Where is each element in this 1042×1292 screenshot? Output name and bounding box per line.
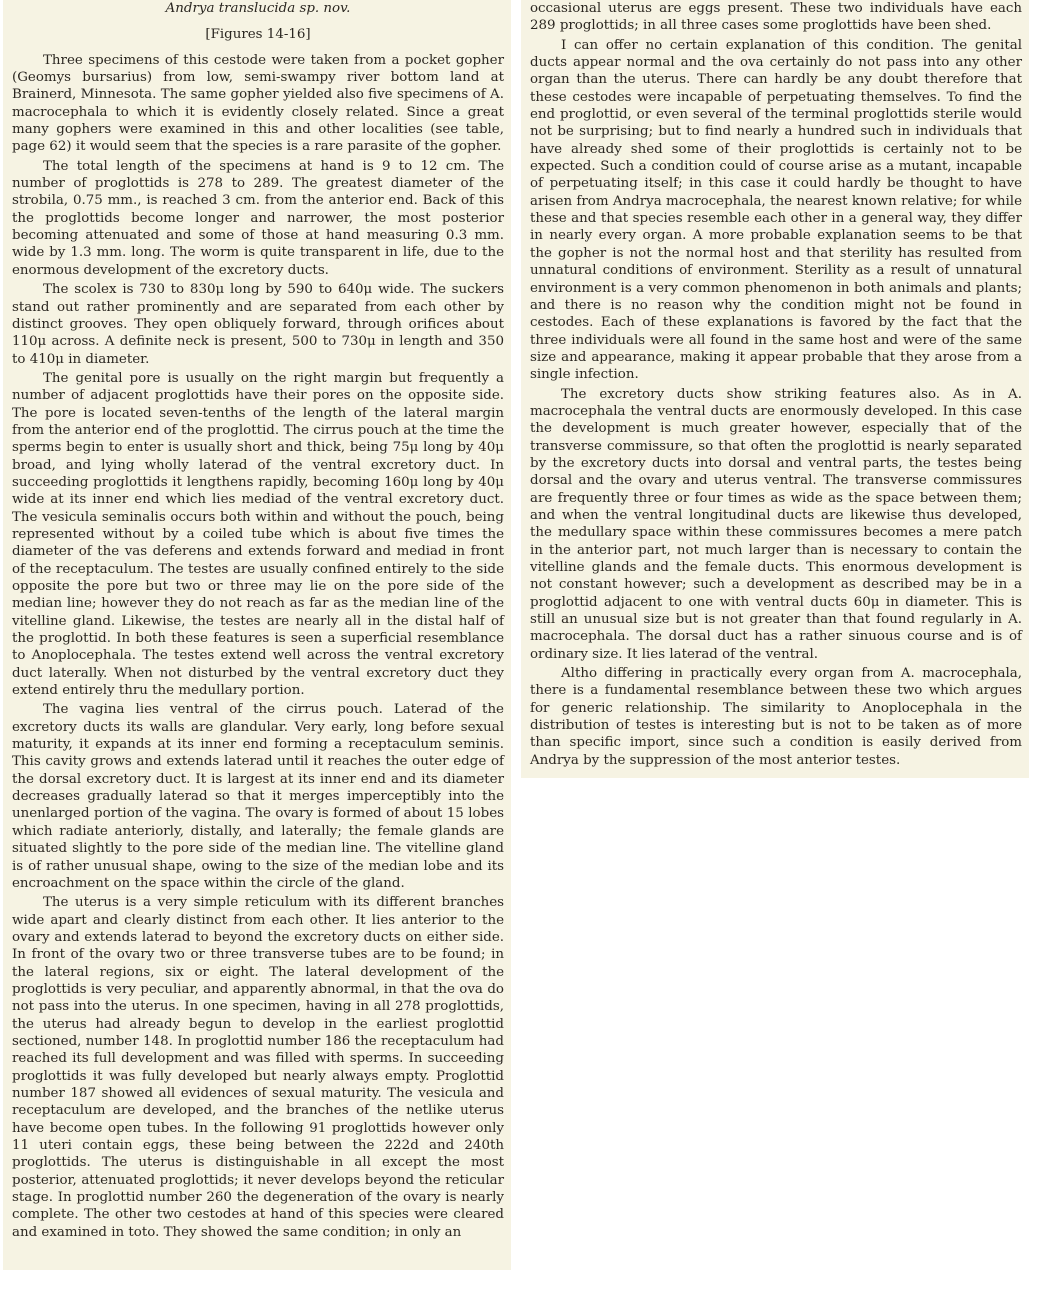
paragraph-uterus-continued: occasional uterus are eggs present. These two individuals have each 289 proglottids; in all three cases some proglottids have been shed. xyxy=(530,1,1022,34)
paragraph-generic-relationship: Altho differing in practically every organ from A. macrocephala, there is a fundamental resemblance between these two which argues for generic relationship. The similarity to Anoplocephala in the distribution of testes is interesting but is not to be taken as of more than specific import, since such a condition is easily derived from Andrya by the suppression of the most anterior testes. xyxy=(530,666,1022,768)
paragraph-genital-pore: The genital pore is usually on the right margin but frequently a number of adjacent proglottids have their pores on the opposite side. The pore is located seven-tenths of the length of the lateral margin from the anterior end of the proglottid. The cirrus pouch at the time the sperms begin to enter is usually short and thick, being 75μ long by 40μ broad, and lying wholly laterad of the ventral excretory duct. In succeeding proglottids it lengthens rapidly, becoming 160μ long by 40μ wide at its inner end which lies mediad of the ventral excretory duct. The vesicula seminalis occurs both within and without the pouch, being represented without by a coiled tube which is about five times the diameter of the vas deferens and extends forward and mediad in front of the receptaculum. The testes are usually confined entirely to the side opposite the pore but two or three may lie on the pore side of the median line; however they do not reach as far as the median line of the vitelline gland. Likewise, the testes are nearly all in the distal half of the proglottid. In both these features is seen a superficial resemblance to Anoplocephala. The testes extend well across the ventral excretory duct laterally. When not disturbed by the ventral excretory duct they extend entirely thru the medullary portion. xyxy=(12,370,504,699)
paragraph-vagina-ovary: The vagina lies ventral of the cirrus pouch. Laterad of the excretory ducts its walls are glandular. Very early, long before sexual maturity, it expands at its inner end forming a receptaculum seminis. This cavity grows and extends laterad until it reaches the outer edge of the dorsal excretory duct. It is largest at its inner end and its diameter decreases gradually laterad so that it merges imperceptibly into the unenlarged portion of the vagina. The ovary is formed of about 15 lobes which radiate anteriorly, distally, and laterally; the female glands are situated slightly to the pore side of the median line. The vitelline gland is of rather unusual shape, owing to the size of the median lobe and its encroachment on the space within the circle of the gland. xyxy=(12,702,504,891)
paragraph-uterus: The uterus is a very simple reticulum with its different branches wide apart and clearly distinct from each other. It lies anterior to the ovary and extends laterad to beyond the excretory ducts on either side. In front of the ovary two or three transverse tubes are to be found; in the lateral regions, six or eight. The lateral development of the proglottids is very peculiar, and apparently abnormal, in that the ova do not pass into the uterus. In one specimen, having in all 278 proglottids, the uterus had already begun to develop in the earliest proglottid sectioned, number 148. In proglottid number 186 the receptaculum had reached its full development and was filled with sperms. In succeeding proglottids it was fully developed but nearly always empty. Proglottid number 187 showed all evidences of sexual maturity. The vesicula and receptaculum are developed, and the branches of the netlike uterus have become open tubes. In the following 91 proglottids however only 11 uteri contain eggs, these being between the 222d and 240th proglottids. The uterus is distinguishable in all except the most posterior, attenuated proglottids; it never develops beyond the reticular stage. In proglottid number 260 the degeneration of the ovary is nearly complete. The other two cestodes at hand of this species were cleared and examined in toto. They showed the same condition; in only an xyxy=(12,895,504,1240)
left-column xyxy=(3,0,511,1270)
paragraph-sterility-explanation: I can offer no certain explanation of this condition. The genital ducts appear normal and the ova certainly do not pass into any other organ than the uterus. There can hardly be any doubt therefore that these cestodes were incapable of perpetuating themselves. To find the end proglottid, or even several of the terminal proglottids sterile would not be surprising; but to find nearly a hundred such in individuals that have already shed some of their proglottids is certainly not to be expected. Such a condition could of course arise as a mutant, incapable of perpetuating itself; in this case it could hardly be thought to have arisen from Andrya macrocephala, the nearest known relative; for while these and that species resemble each other in a general way, they differ in nearly every organ. A more probable explanation seems to be that the gopher is not the normal host and that sterility has resulted from unnatural conditions of environment. Sterility as a result of unnatural environment is a very common phenomenon in both animals and plants; and there is no reason why the condition might not be found in cestodes. Each of these explanations is favored by the fact that the three individuals were all found in the same host and were of the same size and appearance, making it appear probable that they arose from a single infection. xyxy=(530,37,1022,383)
species-title: Andrya translucida sp. nov. xyxy=(165,1,351,16)
figures-reference: [Figures 14-16] xyxy=(205,27,311,43)
paragraph-scolex: The scolex is 730 to 830μ long by 590 to 640μ wide. The suckers stand out rather prominently and are separated from each other by distinct grooves. They open obliquely forward, through orifices about 110μ across. A definite neck is present, 500 to 730μ in length and 350 to 410μ in diameter. xyxy=(12,282,504,367)
right-column xyxy=(521,0,1029,778)
paragraph-strobila-size: The total length of the specimens at hand is 9 to 12 cm. The number of proglottids is 278 to 289. The greatest diameter of the strobila, 0.75 mm., is reached 3 cm. from the anterior end. Back of this the proglottids become longer and narrower, the most posterior becoming attenuated and some of those at hand measuring 0.3 mm. wide by 1.3 mm. long. The worm is quite transparent in life, due to the enormous development of the excretory ducts. xyxy=(12,158,504,278)
paragraph-host-locality: Three specimens of this cestode were taken from a pocket gopher (Geomys bursarius) from low, semi-swampy river bottom land at Brainerd, Minnesota. The same gopher yielded also five specimens of A. macrocephala to which it is evidently closely related. Since a great many gophers were examined in this and other localities (see table, page 62) it would seem that the species is a rare parasite of the gopher. xyxy=(12,52,504,155)
paragraph-excretory-ducts: The excretory ducts show striking features also. As in A. macrocephala the ventral ducts are enormously developed. In this case the development is much greater however, especially that of the transverse commissure, so that often the proglottid is nearly separated by the excretory ducts into dorsal and ventral parts, the testes being dorsal and the ovary and uterus ventral. The transverse commissures are frequently three or four times as wide as the space between them; and when the ventral longitudinal ducts are likewise thus developed, the medullary space within these commissures becomes a mere patch in the anterior part, not much larger than is necessary to contain the vitelline glands and the female ducts. This enormous development is not constant however; such a development as described may be in a proglottid adjacent to one with ventral ducts 60μ in diameter. This is still an unusual size but is not greater than that found regularly in A. macrocephala. The dorsal duct has a rather sinuous course and is of ordinary size. It lies laterad of the ventral. xyxy=(530,386,1022,662)
